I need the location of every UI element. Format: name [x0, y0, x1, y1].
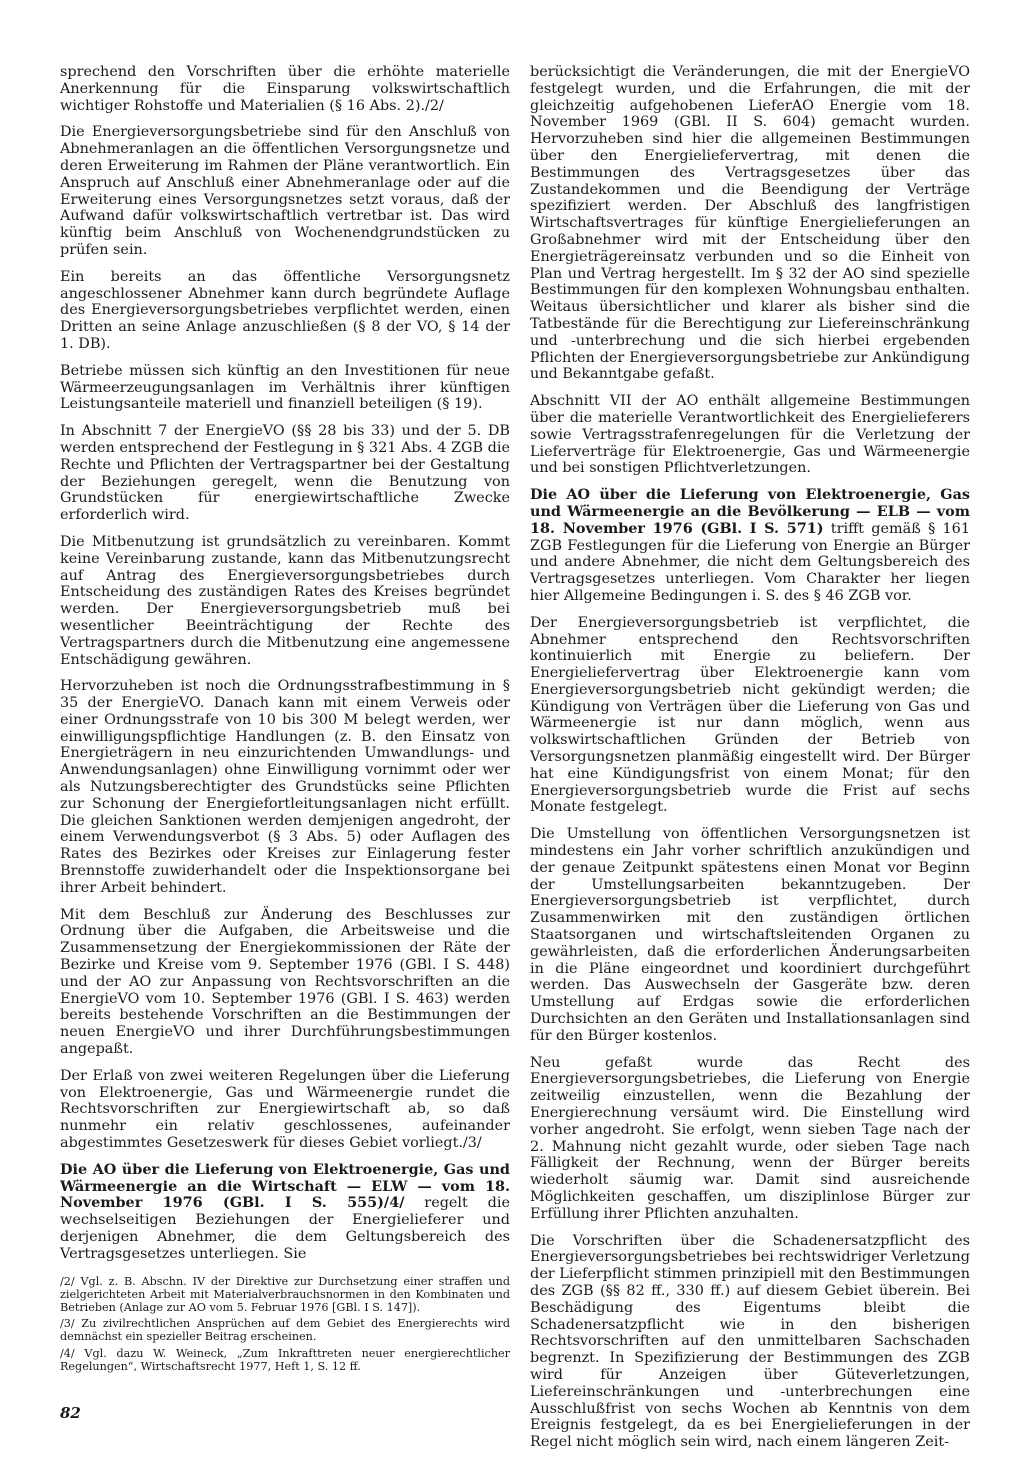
paragraph: Mit dem Beschluß zur Änderung des Beschlusses zur Ordnung über die Aufgaben, die Arbeitsweise und die Zusammensetzung der Energiekommissionen der Räte der Bezirke und Kreise vom 9. September 1976 (GBl. I S. 448) und der AO zur Anpassung von Rechtsvorschriften an die EnergieVO vom 10. September 1976 (GBl. I S. 463) werden bereits bestehende Vorschriften an die Bestimmungen der neuen EnergieVO und ihrer Durchführungsbestimmungen angepaßt.: [60, 906, 510, 1058]
paragraph: In Abschnitt 7 der EnergieVO (§§ 28 bis 33) und der 5. DB werden entsprechend der Festlegung in § 321 Abs. 4 ZGB die Rechte und Pflichten der Vertragspartner bei der Gestaltung der Beziehungen geregelt, wenn die Benutzung von Grundstücken für energiewirtschaftliche Zwecke erforderlich wird.: [60, 423, 510, 524]
elw-heading: Die AO über die Lieferung von Elektroenergie, Gas und Wärmeenergie an die Wirtschaft — ELW — vom 18. November 1976 (GBl. I S. 555)/4/: [60, 1160, 510, 1212]
footnote: /4/ Vgl. dazu W. Weineck, „Zum Inkrafttreten neuer energierechtlicher Regelungen“, Wirtschaftsrecht 1977, Heft 1, S. 12 ff.: [60, 1346, 510, 1373]
paragraph: Der Energieversorgungsbetrieb ist verpflichtet, die Abnehmer entsprechend den Rechtsvorschriften kontinuierlich mit Energie zu beliefern. Der Energieliefervertrag über Elektroenergie kann vom Energieversorgungsbetrieb nicht gekündigt werden; die Kündigung von Verträgen über die Lieferung von Gas und Wärmeenergie ist nur dann möglich, wenn aus volkswirtschaftlichen Gründen der Betrieb von Versorgungsnetzen planmäßig eingestellt wird. Der Bürger hat eine Kündigungsfrist von einem Monat; für den Energieversorgungsbetrieb wurde die Frist auf sechs Monate festgelegt.: [530, 614, 970, 816]
footnote: /2/ Vgl. z. B. Abschn. IV der Direktive zur Durchsetzung einer straffen und zielgerichteten Arbeit mit Materialverbrauchsnormen in den Kombinaten und Betrieben (Anlage zur AO vom 5. Februar 1976 [GBl. I S. 147]).: [60, 1274, 510, 1314]
paragraph: sprechend den Vorschriften über die erhöhte materielle Anerkennung für die Einsparung volkswirtschaftlich wichtiger Rohstoffe und Materialien (§ 16 Abs. 2)./2/: [60, 64, 510, 114]
paragraph: Hervorzuheben ist noch die Ordnungsstrafbestimmung in § 35 der EnergieVO. Danach kann mit einem Verweis oder einer Ordnungsstrafe von 10 bis 300 M belegt werden, wer einwilligungspflichtige Handlungen (z. B. den Einsatz von Energieträgern in neu einzurichtenden Umwandlungs- und Anwendungsanlagen) ohne Einwilligung vornimmt oder wer als Nutzungsberechtigter des Grundstücks seine Pflichten zur Schonung der Energiefortleitungsanlagen nicht erfüllt. Die gleichen Sanktionen werden demjenigen angedroht, der einem Verwendungsverbot (§ 3 Abs. 5) oder Auflagen des Rates des Bezirkes oder Kreises zur Einlagerung fester Brennstoffe zuwiderhandelt oder die Inspektionsorgane bei ihrer Arbeit behindert.: [60, 678, 510, 896]
elb-text: trifft gemäß § 161 ZGB Festlegungen für die Lieferung von Energie an Bürger und andere Abnehmer, die nicht dem Geltungsbereich des Vertragsgesetzes unterliegen. Vom Charakter her liegen hier Allgemeine Bedingungen i. S. des § 46 ZGB vor.: [530, 520, 970, 604]
right-column: [530, 64, 970, 1461]
paragraph-elw: [60, 1162, 510, 1263]
paragraph: Die Mitbenutzung ist grundsätzlich zu vereinbaren. Kommt keine Vereinbarung zustande, kann das Mitbenutzungsrecht auf Antrag des Energieversorgungsbetriebes durch Entscheidung des zuständigen Rates des Kreises begründet werden. Der Energieversorgungsbetrieb muß bei wesentlicher Beeinträchtigung der Rechte des Vertragspartners durch die Mitbenutzung eine angemessene Entschädigung gewähren.: [60, 533, 510, 668]
paragraph: Die Vorschriften über die Schadenersatzpflicht des Energieversorgungsbetriebes bei rechtswidriger Verletzung der Lieferpflicht stimmen prinzipiell mit den Bestimmungen des ZGB (§§ 82 ff., 330 ff.) auf diesem Gebiet überein. Bei Beschädigung des Eigentums bleibt die Schadenersatzpflicht wie in den bisherigen Rechtsvorschriften auf den unmittelbaren Sachschaden begrenzt. In Spezifizierung der Bestimmungen des ZGB wird für Anzeigen über Güteverletzungen, Liefereinschränkungen und -unterbrechungen eine Ausschlußfrist von sechs Wochen ab Kenntnis von dem Ereignis festgelegt, da es bei Energielieferungen in der Regel nicht möglich sein wird, nach einem längeren Zeit-: [530, 1232, 970, 1451]
paragraph: berücksichtigt die Veränderungen, die mit der EnergieVO festgelegt wurden, und die Erfahrungen, die mit der gleichzeitig aufgehobenen LieferAO Energie vom 18. November 1969 (GBl. II S. 604) gemacht wurden. Hervorzuheben sind hier die allgemeinen Bestimmungen über den Energieliefervertrag, mit denen die Bestimmungen des Vertragsgesetzes über das Zustandekommen und die Beendigung der Verträge spezifiziert werden. Der Abschluß des langfristigen Wirtschaftsvertrages für künftige Energielieferungen an Großabnehmer wird mit der Entscheidung über den Energieträgereinsatz verbunden und so die Einheit von Plan und Vertrag hergestellt. Im § 32 der AO sind spezielle Bestimmungen für den komplexen Wohnungsbau enthalten. Weitaus übersichtlicher und klarer als bisher sind die Tatbestände für die Berechtigung zur Liefereinschränkung und -unterbrechung und die sich hierbei ergebenden Pflichten der Energieversorgungsbetriebe zur Ankündigung und Bekanntgabe gefaßt.: [530, 64, 970, 383]
paragraph: Die Energieversorgungsbetriebe sind für den Anschluß von Abnehmeranlagen an die öffentlichen Versorgungsnetze und deren Erweiterung im Rahmen der Pläne verantwortlich. Ein Anspruch auf Anschluß einer Abnehmeranlage oder auf die Erweiterung eines Versorgungsnetzes setzt voraus, daß der Aufwand dafür volkswirtschaftlich vertretbar ist. Das wird künftig beim Anschluß von Wochenendgrundstücken zu prüfen sein.: [60, 124, 510, 258]
paragraph-elb: [530, 487, 970, 605]
paragraph: Der Erlaß von zwei weiteren Regelungen über die Lieferung von Elektroenergie, Gas und Wärmeenergie rundet die Rechtsvorschriften zur Energiewirtschaft ab, so daß nunmehr ein relativ geschlossenes, aufeinander abgestimmtes Gesetzeswerk für dieses Gebiet vorliegt./3/: [60, 1067, 510, 1152]
paragraph: Betriebe müssen sich künftig an den Investitionen für neue Wärmeerzeugungsanlagen im Verhältnis ihrer künftigen Leistungsanteile materiell und finanziell beteiligen (§ 19).: [60, 362, 510, 413]
footnotes: [60, 1275, 510, 1373]
paragraph: Die Umstellung von öffentlichen Versorgungsnetzen ist mindestens ein Jahr vorher schriftlich anzukündigen und der genaue Zeitpunkt spätestens einen Monat vor Beginn der Umstellungsarbeiten bekanntzugeben. Der Energieversorgungsbetrieb ist verpflichtet, durch Zusammenwirken mit den zuständigen örtlichen Staatsorganen und wirtschaftsleitenden Organen zu gewährleisten, daß die erforderlichen Änderungsarbeiten in die Pläne eingeordnet und koordiniert durchgeführt werden. Das Auswechseln der Gasgeräte bzw. deren Umstellung auf Erdgas sowie die erforderlichen Durchsichten an den Geräten und Installationsanlagen sind für den Bürger kostenlos.: [530, 826, 970, 1044]
footnote: /3/ Zu zivilrechtlichen Ansprüchen auf dem Gebiet des Energierechts wird demnächst ein spezieller Beitrag erscheinen.: [60, 1317, 510, 1344]
page-number: 82: [60, 1404, 81, 1422]
paragraph: Neu gefaßt wurde das Recht des Energieversorgungsbetriebes, die Lieferung von Energie zeitweilig einzustellen, wenn die Bezahlung der Energierechnung versäumt wird. Die Einstellung wird vorher angedroht. Sie erfolgt, wenn sieben Tage nach der 2. Mahnung nicht gezahlt wurde, oder sieben Tage nach Fälligkeit der Rechnung, wenn der Bürger bereits wiederholt säumig war. Damit sind ausreichende Möglichkeiten geschaffen, um disziplinlose Bürger zur Erfüllung ihrer Pflichten anzuhalten.: [530, 1054, 970, 1222]
elb-heading: Die AO über die Lieferung von Elektroenergie, Gas und Wärmeenergie an die Bevölkerung — ELB — vom 18. November 1976 (GBl. I S. 571): [530, 486, 970, 537]
paragraph: Abschnitt VII der AO enthält allgemeine Bestimmungen über die materielle Verantwortlichkeit des Energielieferers sowie Vertragsstrafenregelungen für die Verletzung der Lieferverträge für Elektroenergie, Gas und Wärmeenergie und bei sonstigen Pflichtverletzungen.: [530, 393, 970, 477]
elw-text: regelt die wechselseitigen Beziehungen der Energielieferer und derjenigen Abnehmer, die dem Geltungsbereich des Vertragsgesetzes unterliegen. Sie: [60, 1195, 510, 1262]
paragraph: Ein bereits an das öffentliche Versorgungsnetz angeschlossener Abnehmer kann durch begründete Auflage des Energieversorgungsbetriebes verpflichtet werden, einen Dritten an seine Anlage anzuschließen (§ 8 der VO, § 14 der 1. DB).: [60, 268, 510, 352]
left-column: [60, 64, 510, 1376]
